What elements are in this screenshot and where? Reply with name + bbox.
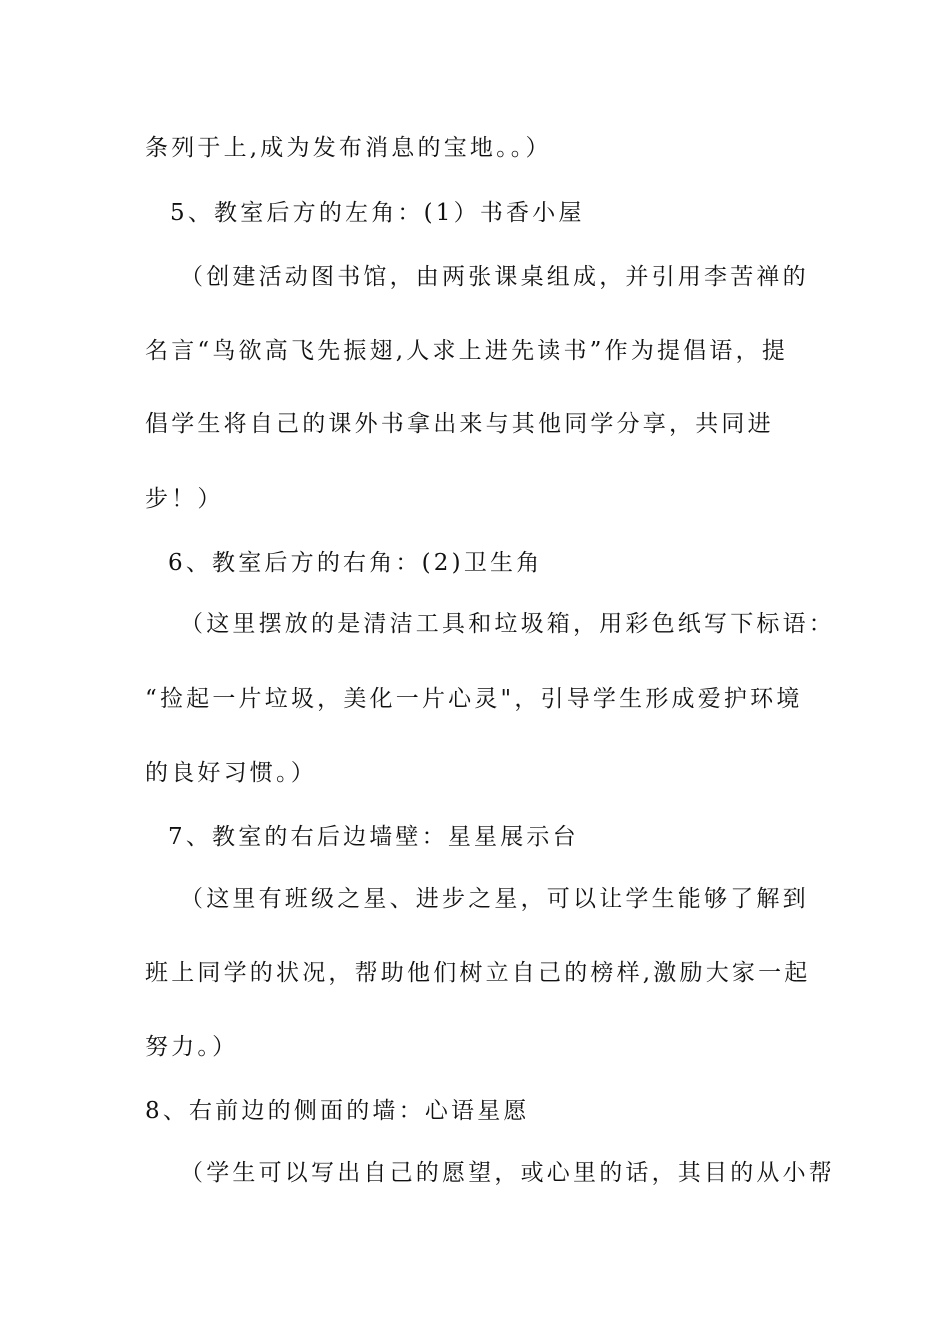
text-line: （学生可以写出自己的愿望，或心里的话，其目的从小帮 xyxy=(180,1160,835,1186)
text-line: 步！） xyxy=(145,486,224,512)
text-line: （这里摆放的是清洁工具和垃圾箱，用彩色纸写下标语： xyxy=(180,611,835,637)
text-line: 名言“鸟欲高飞先振翅,人求上进先读书”作为提倡语，提 xyxy=(145,338,789,364)
text-line: 努力。） xyxy=(145,1034,239,1060)
text-line: （创建活动图书馆，由两张课桌组成，并引用李苦禅的 xyxy=(180,264,809,290)
section-heading: 5、教室后方的左角：(1）书香小屋 xyxy=(170,200,585,226)
text-line: 倡学生将自己的课外书拿出来与其他同学分享，共同进 xyxy=(145,411,774,437)
text-line: 条列于上,成为发布消息的宝地。。） xyxy=(145,135,552,161)
text-line: 班上同学的状况，帮助他们树立自己的榜样,激励大家一起 xyxy=(145,960,811,986)
text-line: （这里有班级之星、进步之星，可以让学生能够了解到 xyxy=(180,886,809,912)
section-heading: 8、右前边的侧面的墙：心语星愿 xyxy=(145,1098,530,1124)
section-heading: 6、教室后方的右角：(2)卫生角 xyxy=(168,550,543,576)
section-heading: 7、教室的右后边墙壁：星星展示台 xyxy=(168,824,579,850)
text-line: 的良好习惯。） xyxy=(145,760,317,786)
text-line: “捡起一片垃圾，美化一片心灵"，引导学生形成爱护环境 xyxy=(145,686,803,712)
